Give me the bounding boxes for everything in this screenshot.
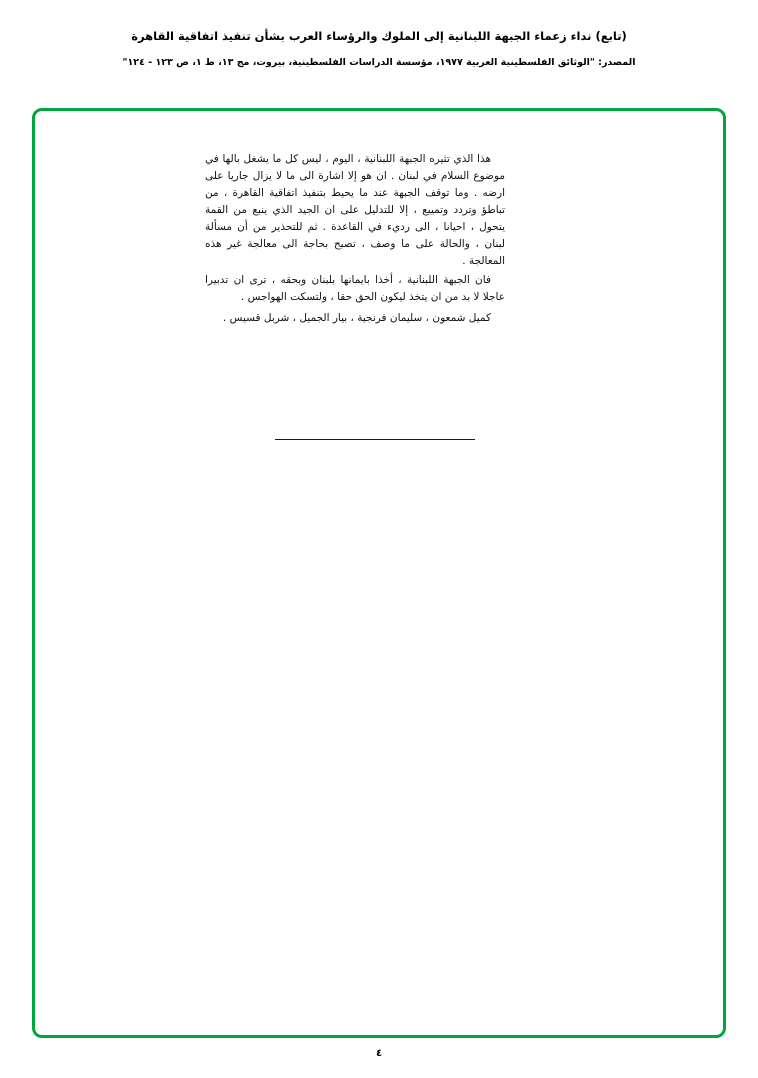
document-body: [205, 151, 505, 329]
page-footer: [0, 1048, 758, 1059]
document-title: (تابع) نداء زعماء الجبهة اللبنانية إلى الملوك والرؤساء العرب بشأن تنفيذ اتفاقية القاهرة: [131, 29, 627, 43]
body-paragraph-1: هذا الذي تثيره الجبهة اللبنانية ، اليوم ، ليس كل ما يشغل بالها في موضوع السلام في لبنان . ان هو إلا اشارة الى ما لا يزال جاريا على ارضه . وما توقف الجبهة عند ما يحيط بتنفيذ اتفاقية القاهرة ، من تباطؤ وتردد وتمييع ، إلا للتدليل على ان الجيد الذي ينبع من القمة يتحول ، احيانا ، الى رديء في القاعدة . ثم للتحذير من أن مسألة لبنان ، والحالة على ما وصف ، تصبح بحاجة الى معالجة غير هذه المعالجة .: [205, 153, 505, 267]
content-frame: [32, 108, 726, 1038]
signatories-line: كميل شمعون ، سليمان فرنجية ، بيار الجميل ، شربل قسيس .: [222, 312, 491, 324]
body-paragraph-2: فان الجبهة اللبنانية ، أخذا بايمانها بلبنان وبحقه ، ترى ان تدبيرا عاجلا لا بد من ان يتخذ ليكون الحق حقا ، ولتسكت الهواجس .: [205, 274, 505, 303]
page-number: ٤: [375, 1048, 383, 1059]
document-source: المصدر: "الوثائق الفلسطينية العربية ١٩٧٧، مؤسسة الدراسات الفلسطينية، بيروت، مج ١٣، ط ١، ص ١٢٣ - ١٢٤": [122, 57, 636, 69]
page-header: [0, 28, 758, 69]
horizontal-rule: [275, 439, 475, 440]
